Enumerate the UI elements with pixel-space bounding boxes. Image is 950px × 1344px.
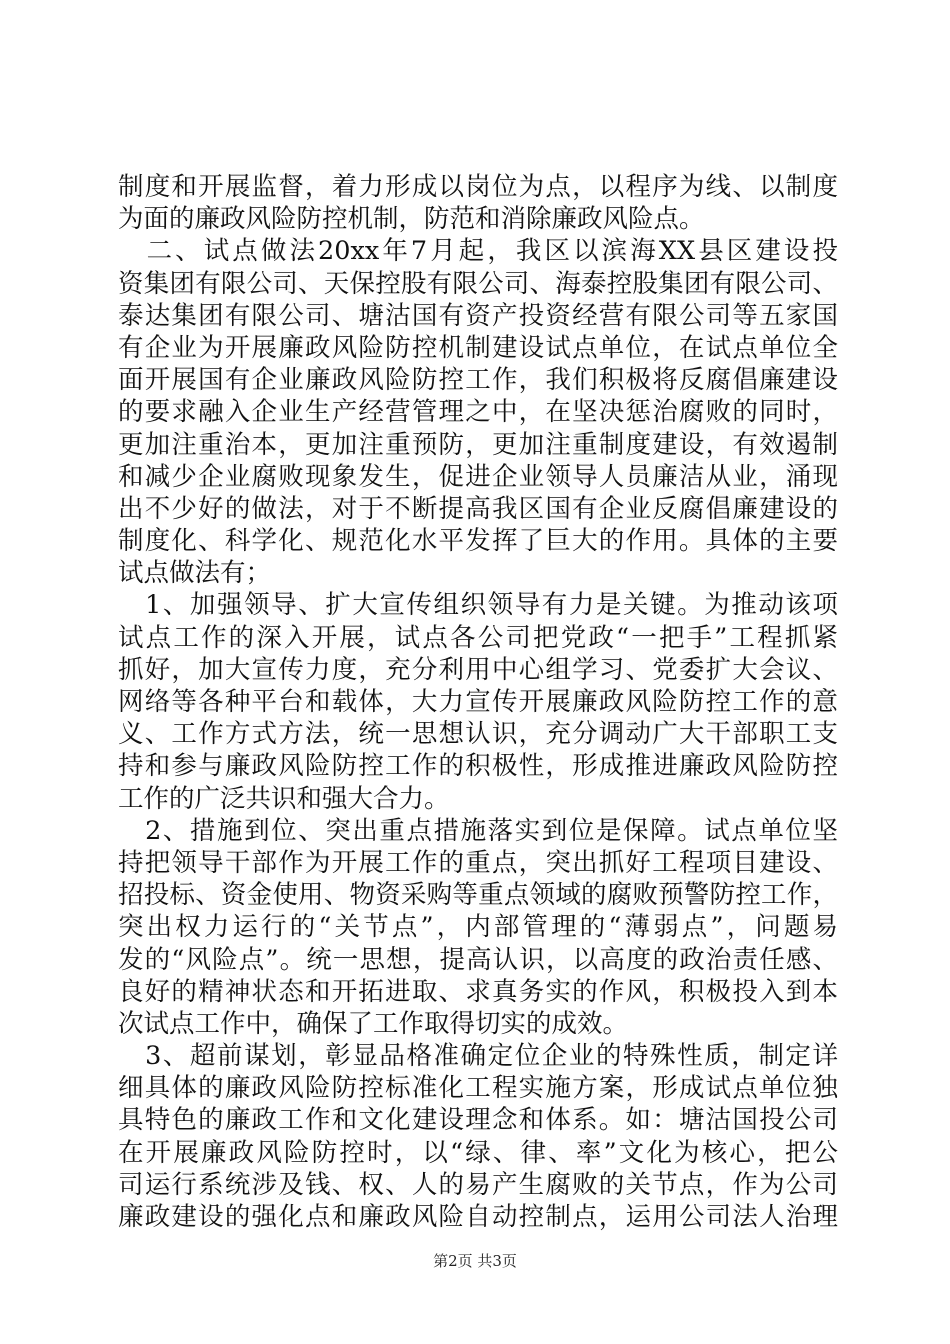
text-line: 义、工作方式方法，统一思想认识，充分调动广大干部职工支 <box>118 719 838 750</box>
text-line: 突出权力运行的“关节点”，内部管理的“薄弱点”，问题易 <box>118 912 838 943</box>
text-line: 泰达集团有限公司、塘沽国有资产投资经营有限公司等五家国 <box>118 300 838 331</box>
page-footer: 第2页 共3页 <box>433 1252 517 1270</box>
text-line: 面开展国有企业廉政风险防控工作，我们积极将反腐倡廉建设 <box>118 365 838 396</box>
text-line: 的要求融入企业生产经营管理之中，在坚决惩治腐败的同时， <box>118 397 838 428</box>
text-line: 3、超前谋划，彰显品格准确定位企业的特殊性质，制定详 <box>118 1041 838 1072</box>
text-line: 廉政建设的强化点和廉政风险自动控制点，运用公司法人治理 <box>118 1202 838 1232</box>
text-line: 2、措施到位、突出重点措施落实到位是保障。试点单位坚 <box>118 815 838 846</box>
text-line: 持和参与廉政风险防控工作的积极性，形成推进廉政风险防控 <box>118 751 838 782</box>
text-line: 为面的廉政风险防控机制，防范和消除廉政风险点。 <box>118 204 705 235</box>
text-line: 二、试点做法20xx年7月起，我区以滨海XX县区建设投 <box>118 236 838 267</box>
text-line: 抓好，加大宣传力度，充分利用中心组学习、党委扩大会议、 <box>118 654 838 685</box>
text-line: 试点工作的深入开展，试点各公司把党政“一把手”工程抓紧 <box>118 622 838 653</box>
text-line: 在开展廉政风险防控时，以“绿、律、率”文化为核心，把公 <box>118 1137 838 1168</box>
text-line: 网络等各种平台和载体，大力宣传开展廉政风险防控工作的意 <box>118 687 838 717</box>
text-line: 制度化、科学化、规范化水平发挥了巨大的作用。具体的主要 <box>118 526 838 557</box>
text-line: 更加注重治本，更加注重预防，更加注重制度建设，有效遏制 <box>118 429 838 460</box>
text-line: 招投标、资金使用、物资采购等重点领域的腐败预警防控工作， <box>118 880 838 911</box>
text-line: 良好的精神状态和开拓进取、求真务实的作风，积极投入到本 <box>118 976 838 1007</box>
text-line: 和减少企业腐败现象发生，促进企业领导人员廉洁从业，涌现 <box>118 461 838 492</box>
text-line: 具特色的廉政工作和文化建设理念和体系。如：塘沽国投公司 <box>118 1105 838 1136</box>
text-line: 出不少好的做法，对于不断提高我区国有企业反腐倡廉建设的 <box>118 493 838 524</box>
text-line: 1、加强领导、扩大宣传组织领导有力是关键。为推动该项 <box>118 590 838 621</box>
text-line: 试点做法有； <box>118 558 272 589</box>
text-line: 次试点工作中，确保了工作取得切实的成效。 <box>118 1008 629 1039</box>
text-line: 司运行系统涉及钱、权、人的易产生腐败的关节点，作为公司 <box>118 1169 838 1200</box>
document-body <box>118 171 838 1233</box>
text-line: 工作的广泛共识和强大合力。 <box>118 783 450 814</box>
text-line: 资集团有限公司、天保控股有限公司、海泰控股集团有限公司、 <box>118 268 838 299</box>
text-line: 有企业为开展廉政风险防控机制建设试点单位，在试点单位全 <box>118 332 838 363</box>
text-line: 持把领导干部作为开展工作的重点，突出抓好工程项目建设、 <box>118 847 838 878</box>
text-line: 发的“风险点”。统一思想，提高认识，以高度的政治责任感、 <box>118 944 838 975</box>
text-line: 制度和开展监督，着力形成以岗位为点，以程序为线、以制度 <box>118 172 838 202</box>
text-line: 细具体的廉政风险防控标准化工程实施方案，形成试点单位独 <box>118 1073 838 1104</box>
